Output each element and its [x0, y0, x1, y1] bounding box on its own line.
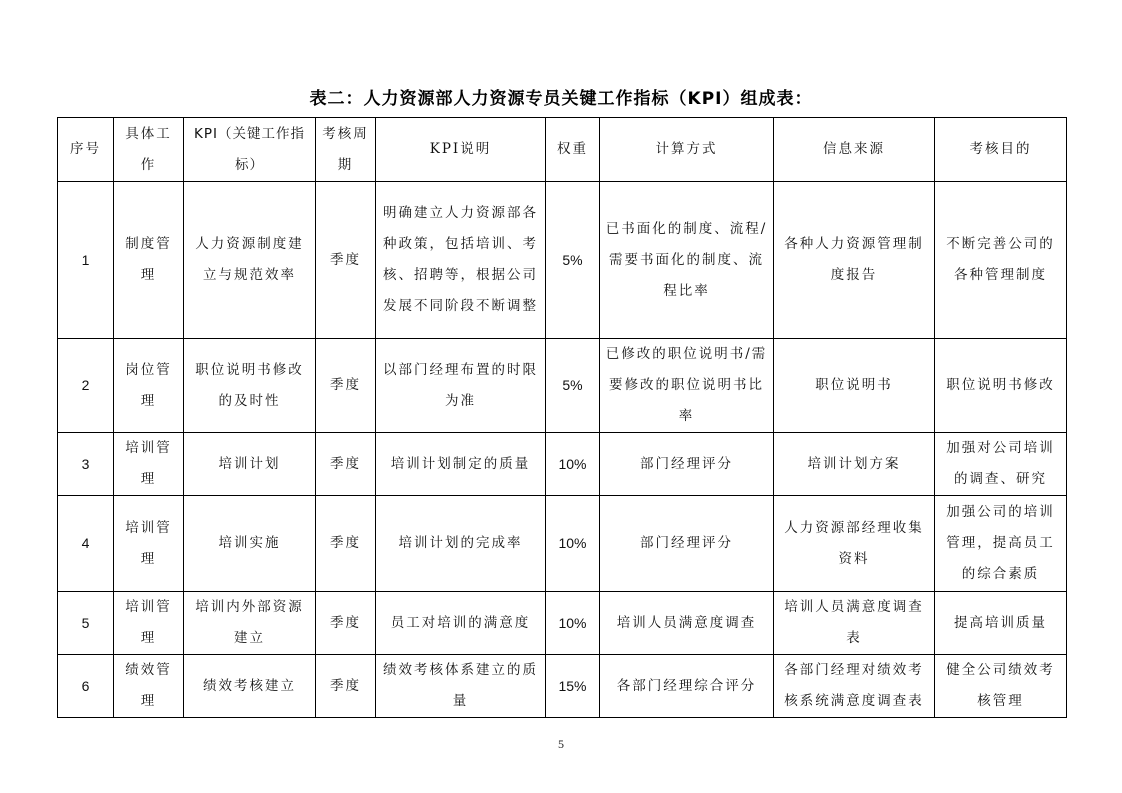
header-calc: 计算方式	[600, 118, 774, 182]
table-row	[58, 182, 1067, 339]
cell-no: 5	[58, 592, 114, 655]
table-header-row	[58, 118, 1067, 182]
header-period: 考核周期	[316, 118, 376, 182]
cell-no: 2	[58, 339, 114, 433]
header-work: 具体工作	[114, 118, 184, 182]
cell-weight: 5%	[546, 182, 600, 339]
header-desc: KPI说明	[376, 118, 546, 182]
cell-desc: 培训计划的完成率	[376, 496, 546, 592]
cell-kpi: 培训实施	[184, 496, 316, 592]
cell-desc: 培训计划制定的质量	[376, 433, 546, 496]
header-no: 序号	[58, 118, 114, 182]
cell-kpi: 职位说明书修改的及时性	[184, 339, 316, 433]
cell-work: 培训管理	[114, 592, 184, 655]
cell-period: 季度	[316, 655, 376, 718]
header-purpose: 考核目的	[935, 118, 1067, 182]
cell-purpose: 加强公司的培训管理，提高员工的综合素质	[935, 496, 1067, 592]
cell-period: 季度	[316, 182, 376, 339]
cell-calc: 部门经理评分	[600, 496, 774, 592]
cell-calc: 已修改的职位说明书/需要修改的职位说明书比率	[600, 339, 774, 433]
cell-source: 各部门经理对绩效考核系统满意度调查表	[774, 655, 935, 718]
cell-weight: 15%	[546, 655, 600, 718]
cell-kpi: 人力资源制度建立与规范效率	[184, 182, 316, 339]
cell-calc: 已书面化的制度、流程/需要书面化的制度、流程比率	[600, 182, 774, 339]
cell-period: 季度	[316, 496, 376, 592]
cell-desc: 绩效考核体系建立的质量	[376, 655, 546, 718]
cell-no: 6	[58, 655, 114, 718]
table-row	[58, 339, 1067, 433]
cell-desc: 明确建立人力资源部各种政策，包括培训、考核、招聘等，根据公司发展不同阶段不断调整	[376, 182, 546, 339]
cell-desc: 以部门经理布置的时限为准	[376, 339, 546, 433]
cell-purpose: 不断完善公司的各种管理制度	[935, 182, 1067, 339]
cell-purpose: 加强对公司培训的调查、研究	[935, 433, 1067, 496]
cell-no: 1	[58, 182, 114, 339]
cell-no: 3	[58, 433, 114, 496]
kpi-table	[57, 117, 1067, 718]
cell-calc: 部门经理评分	[600, 433, 774, 496]
table-row	[58, 433, 1067, 496]
cell-period: 季度	[316, 433, 376, 496]
cell-work: 绩效管理	[114, 655, 184, 718]
cell-weight: 10%	[546, 496, 600, 592]
cell-weight: 10%	[546, 433, 600, 496]
cell-calc: 培训人员满意度调查	[600, 592, 774, 655]
cell-source: 人力资源部经理收集资料	[774, 496, 935, 592]
cell-calc: 各部门经理综合评分	[600, 655, 774, 718]
cell-period: 季度	[316, 339, 376, 433]
cell-purpose: 提高培训质量	[935, 592, 1067, 655]
cell-source: 培训人员满意度调查表	[774, 592, 935, 655]
cell-purpose: 健全公司绩效考核管理	[935, 655, 1067, 718]
cell-work: 培训管理	[114, 433, 184, 496]
cell-desc: 员工对培训的满意度	[376, 592, 546, 655]
cell-kpi: 培训计划	[184, 433, 316, 496]
table-row	[58, 592, 1067, 655]
cell-kpi: 培训内外部资源建立	[184, 592, 316, 655]
cell-work: 制度管理	[114, 182, 184, 339]
cell-source: 职位说明书	[774, 339, 935, 433]
header-source: 信息来源	[774, 118, 935, 182]
cell-work: 培训管理	[114, 496, 184, 592]
header-kpi: KPI（关键工作指标）	[184, 118, 316, 182]
cell-source: 培训计划方案	[774, 433, 935, 496]
page-number: 5	[558, 737, 564, 751]
table-row	[58, 655, 1067, 718]
cell-period: 季度	[316, 592, 376, 655]
header-weight: 权重	[546, 118, 600, 182]
cell-work: 岗位管理	[114, 339, 184, 433]
document-title: 表二：人力资源部人力资源专员关键工作指标（KPI）组成表：	[309, 89, 813, 109]
cell-weight: 10%	[546, 592, 600, 655]
cell-kpi: 绩效考核建立	[184, 655, 316, 718]
cell-weight: 5%	[546, 339, 600, 433]
cell-source: 各种人力资源管理制度报告	[774, 182, 935, 339]
cell-no: 4	[58, 496, 114, 592]
table-row	[58, 496, 1067, 592]
cell-purpose: 职位说明书修改	[935, 339, 1067, 433]
